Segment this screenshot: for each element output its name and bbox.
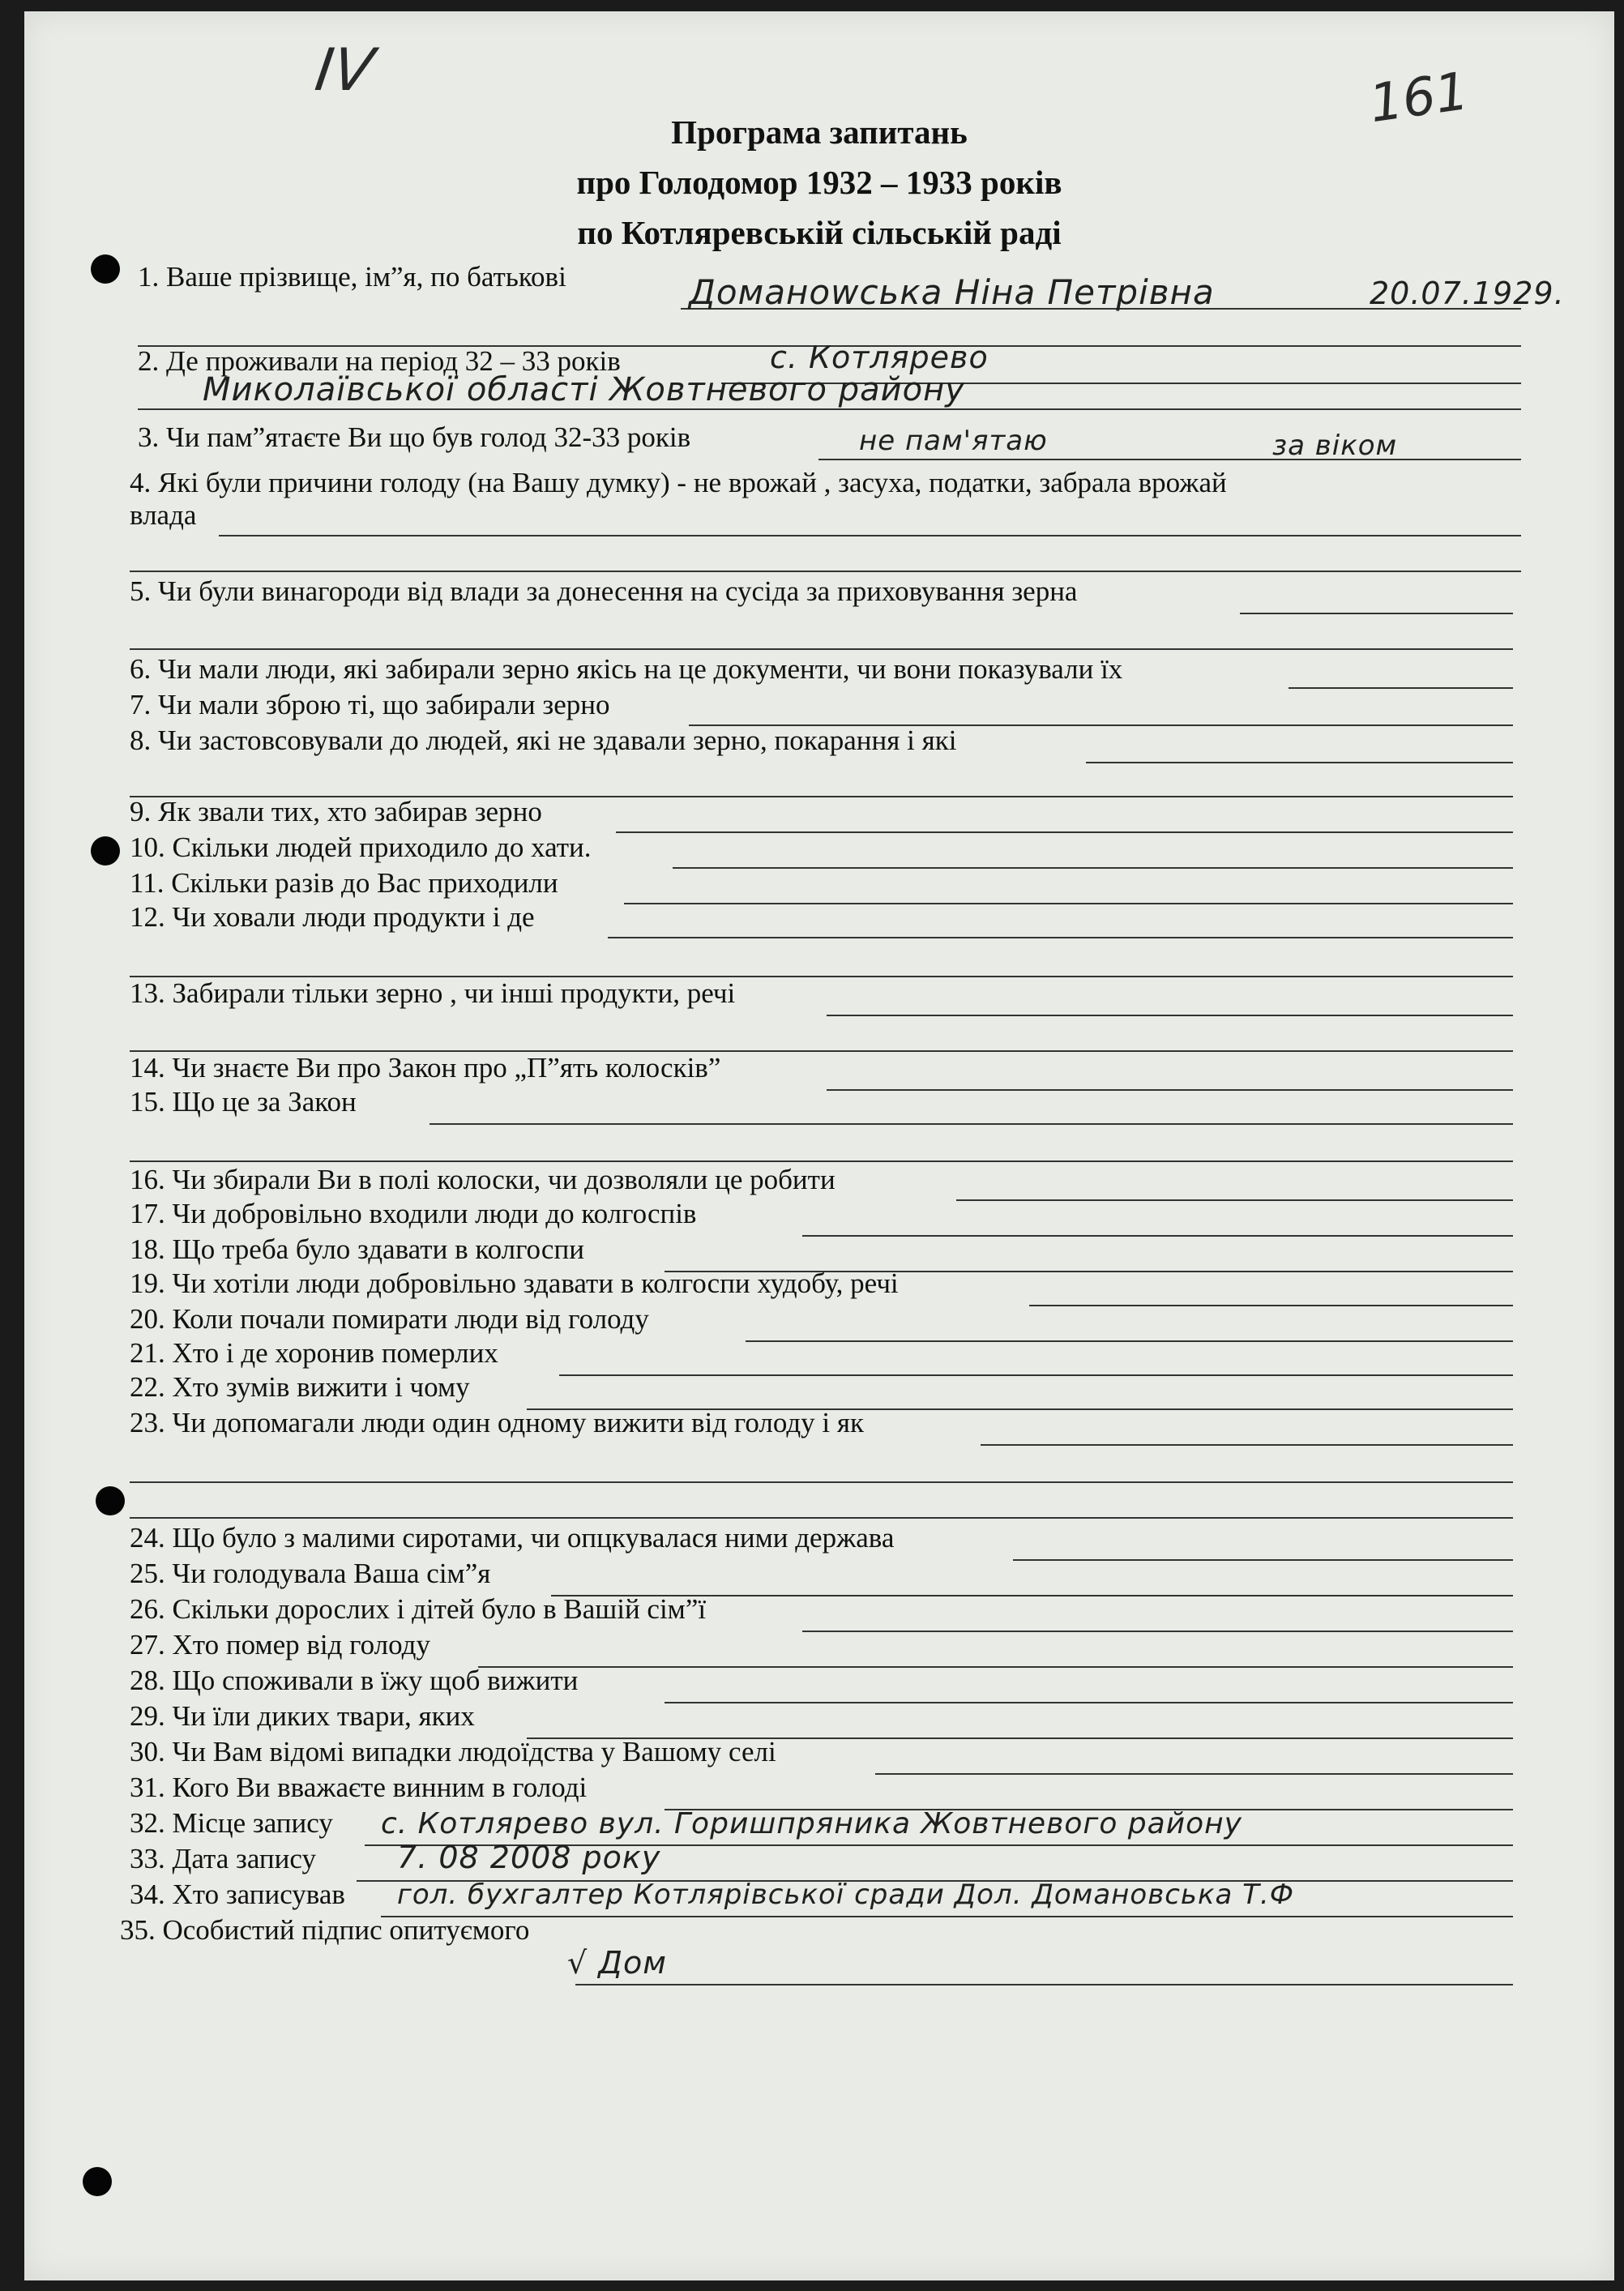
question-19: 19. Чи хотіли люди добровільно здавати в колгоспи худобу, речі (130, 1267, 899, 1299)
answer-line (818, 459, 1521, 460)
answer-line (624, 903, 1513, 904)
answer-line (802, 1235, 1513, 1237)
answer-line (608, 937, 1513, 938)
answer-line (219, 535, 1521, 536)
question-4: 4. Які були причини голоду (на Вашу думку) - не врожай , засуха, податки, забрала врожай (130, 467, 1227, 498)
punch-hole (83, 2167, 112, 2196)
archive-mark-roman: IV (311, 36, 378, 104)
answer-line (827, 1089, 1513, 1091)
answer-line (130, 1481, 1513, 1483)
question-9: 9. Як звали тих, хто забирав зерно (130, 796, 542, 827)
answer-line (802, 1631, 1513, 1632)
punch-hole (91, 836, 120, 866)
answer-line (1086, 762, 1513, 763)
question-28: 28. Що споживали в їжу щоб вижити (130, 1665, 579, 1696)
answer-line (1013, 1559, 1513, 1561)
question-22: 22. Хто зумів вижити і чому (130, 1371, 470, 1403)
question-24: 24. Що було з малими сиротами, чи опцкувалася ними держава (130, 1522, 895, 1554)
answer-3-reason: за віком (1272, 430, 1398, 462)
answer-32: с. Котлярево вул. Горишпряника Жовтневого району (381, 1807, 1242, 1840)
header-subtitle: про Голодомор 1932 – 1933 років (576, 164, 1062, 201)
answer-line (130, 1517, 1513, 1519)
question-8: 8. Чи застовсовували до людей, які не здавали зерно, покарання і які (130, 724, 957, 756)
question-35: 35. Особистий підпис опитуємого (120, 1914, 530, 1946)
question-1: 1. Ваше прізвище, ім”я, по батькові (138, 261, 566, 293)
answer-line (746, 1340, 1513, 1342)
question-12: 12. Чи ховали люди продукти і де (130, 901, 535, 933)
answer-line (381, 1916, 1513, 1917)
answer-line (478, 1666, 1513, 1668)
question-6: 6. Чи мали люди, які забирали зерно якісь на це документи, чи вони показували їх (130, 653, 1123, 685)
question-33: 33. Дата запису (130, 1843, 316, 1874)
answer-line (130, 571, 1521, 572)
question-7: 7. Чи мали зброю ті, що забирали зерно (130, 689, 610, 720)
page-number-handwritten: 161 (1365, 61, 1472, 135)
answer-line (875, 1773, 1513, 1775)
answer-line (575, 1984, 1513, 1985)
punch-hole (91, 254, 120, 284)
answer-line (673, 867, 1513, 869)
question-18: 18. Що треба було здавати в колгоспи (130, 1233, 584, 1265)
question-17: 17. Чи добровільно входили люди до колгоспів (130, 1198, 697, 1229)
question-10: 10. Скільки людей приходило до хати. (130, 831, 592, 863)
document-header (24, 107, 1614, 258)
answer-line (616, 831, 1513, 833)
question-2: 2. Де проживали на період 32 – 33 років (138, 345, 621, 377)
answer-3: не пам'ятаю (859, 425, 1048, 457)
question-20: 20. Коли почали помирати люди від голоду (130, 1303, 649, 1335)
answer-33: 7. 08 2008 року (397, 1840, 661, 1875)
question-32: 32. Місце запису (130, 1807, 333, 1839)
signature: √ Дом (567, 1945, 667, 1981)
questionnaire-page (24, 11, 1614, 2280)
question-16: 16. Чи збирали Ви в полі колоски, чи дозволяли це робити (130, 1164, 836, 1195)
question-34: 34. Хто записував (130, 1879, 345, 1910)
answer-line (1029, 1305, 1513, 1306)
answer-2-region: Миколаївської області Жовтневого району (203, 371, 965, 408)
answer-34: гол. бухгалтер Котлярівської сради Дол. Домановська Т.Ф (397, 1879, 1294, 1911)
answer-line (130, 648, 1513, 650)
answer-line (1289, 687, 1513, 689)
answer-line (956, 1199, 1513, 1201)
header-council: по Котляревській сільській раді (577, 214, 1062, 251)
answer-line (827, 1015, 1513, 1016)
question-11: 11. Скільки разів до Вас приходили (130, 867, 558, 899)
answer-line (138, 408, 1521, 410)
question-5: 5. Чи були винагороди від влади за донесення на сусіда за приховування зерна (130, 575, 1078, 607)
question-31: 31. Кого Ви вважаєте винним в голоді (130, 1772, 588, 1803)
question-23: 23. Чи допомагали люди один одному вижити від голоду і як (130, 1407, 864, 1438)
question-13: 13. Забирали тільки зерно , чи інші продукти, речі (130, 977, 736, 1009)
answer-line (1240, 613, 1513, 614)
punch-hole (96, 1486, 125, 1515)
question-27: 27. Хто помер від голоду (130, 1629, 430, 1661)
question-26: 26. Скільки дорослих і дітей було в Вашій сім”ї (130, 1593, 707, 1625)
answer-line (559, 1374, 1513, 1376)
question-30: 30. Чи Вам відомі випадки людоїдства у Вашому селі (130, 1736, 776, 1767)
question-14: 14. Чи знаєте Ви про Закон про „П”ять колосків” (130, 1052, 721, 1084)
question-29: 29. Чи їли диких твари, яких (130, 1700, 475, 1732)
header-title: Програма запитань (671, 113, 968, 151)
answer-line (981, 1444, 1513, 1446)
answer-line (665, 1702, 1513, 1703)
answer-1-date: 20.07.1929. (1370, 276, 1565, 311)
answer-line (430, 1123, 1513, 1125)
question-3: 3. Чи пам”ятаєте Ви що був голод 32-33 років (138, 421, 691, 453)
question-21: 21. Хто і де хоронив померлих (130, 1337, 498, 1369)
question-25: 25. Чи голодувала Ваша сім”я (130, 1558, 491, 1589)
question-15: 15. Що це за Закон (130, 1086, 357, 1118)
answer-1-name: Доманowська Ніна Петрівна (689, 272, 1215, 312)
answer-line (130, 1160, 1513, 1162)
answer-2: с. Котлярево (770, 340, 989, 375)
question-4-continued: влада (130, 499, 197, 531)
